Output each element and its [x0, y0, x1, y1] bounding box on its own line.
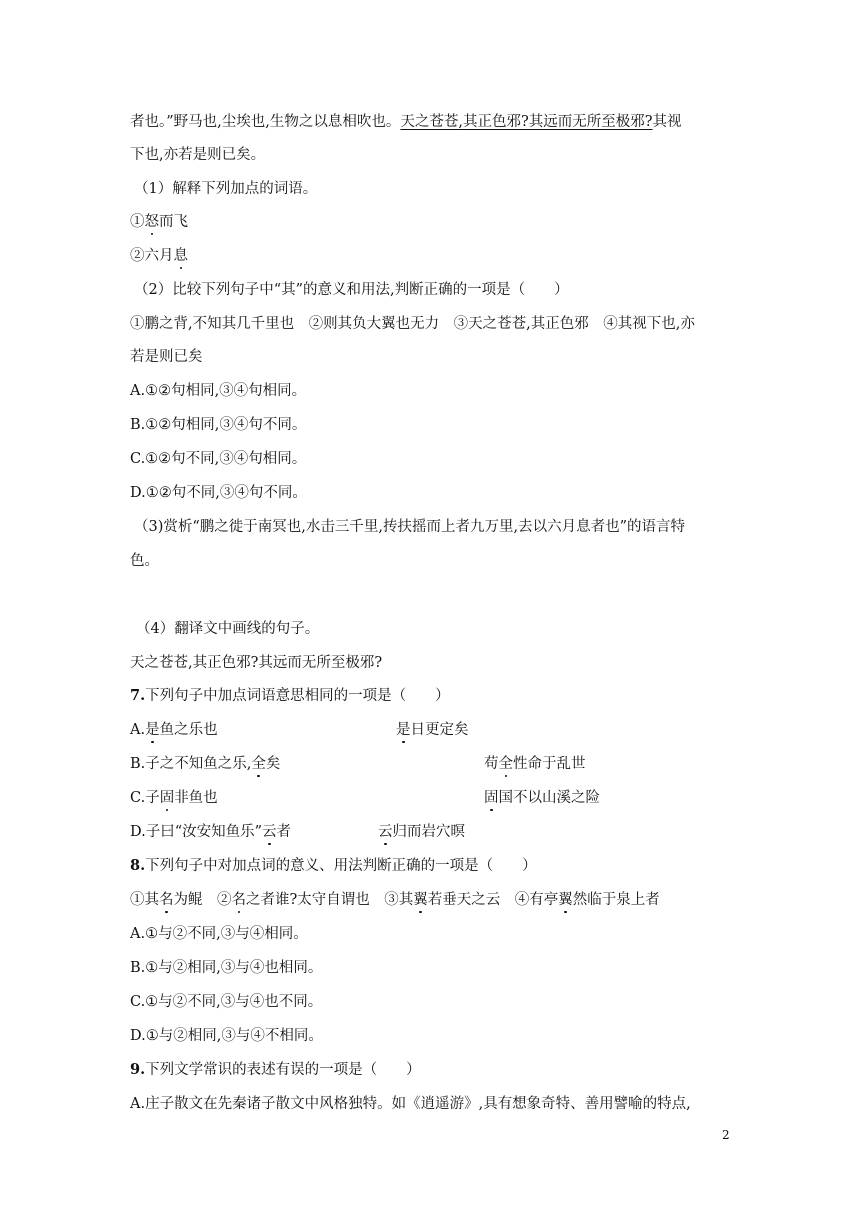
- q7-option-c: C.子固非鱼也 固国不以山溪之险: [130, 790, 600, 806]
- dotted-word: 名: [159, 892, 174, 908]
- q6-part4-sentence: 天之苍苍,其正色邪?其远而无所至极邪?: [130, 655, 383, 671]
- q8-option-d: D.①与②相同,③与④不相同。: [130, 1028, 323, 1044]
- q6-option-a: A.①②句相同,③④句相同。: [130, 383, 307, 399]
- passage-text: 者也。”野马也,尘埃也,生物之以息相吹也。: [130, 114, 401, 130]
- dotted-word: 息: [173, 248, 188, 264]
- passage-line-2: 下也,亦若是则已矣。: [130, 147, 266, 163]
- dotted-word: 是: [396, 722, 411, 738]
- passage-line-1: [130, 112, 750, 132]
- dotted-word: 是: [145, 722, 160, 738]
- q7-option-b: B.子之不知鱼之乐,全矣 苟全性命于乱世: [130, 756, 586, 772]
- q7-option-a: A.是鱼之乐也 是日更定矣: [130, 722, 469, 738]
- question-number: 7.: [130, 687, 146, 704]
- underlined-sentence: 天之苍苍,其正色邪?其远而无所至极邪?: [400, 114, 653, 130]
- q6-option-c: C.①②句不同,③④句相同。: [130, 451, 307, 467]
- dotted-word: 怒: [144, 214, 159, 230]
- q7-option-d-compare: 云归而岩穴暝: [378, 824, 465, 840]
- dotted-word: 固: [484, 790, 499, 806]
- q8-prompt: 8.下列句子中对加点词的意义、用法判断正确的一项是（ ）: [130, 857, 537, 874]
- q6-part3-line-1: （3)赏析“鹏之徙于南冥也,水击三千里,抟扶摇而上者九万里,去以六月息者也”的语言特: [134, 519, 686, 535]
- question-number: 9.: [130, 1061, 146, 1078]
- passage-text: 其视: [652, 114, 682, 130]
- q6-part1-item-1: ①怒而飞: [130, 214, 188, 230]
- dotted-word: 全: [251, 756, 266, 772]
- q6-part4-prompt: （4）翻译文中画线的句子。: [136, 621, 320, 637]
- q7-option-a-compare: 是日更定矣: [396, 722, 469, 738]
- dotted-word: 云: [378, 824, 393, 840]
- question-number: 8.: [130, 857, 146, 874]
- q9-option-a: A.庄子散文在先秦诸子散文中风格独特。如《逍遥游》,具有想象奇特、善用譬喻的特点,: [130, 1096, 691, 1112]
- dotted-word: 全: [498, 756, 513, 772]
- q8-items: ①其名为鲲 ②名之者谁?太守自谓也 ③其翼若垂天之云 ④有亭翼然临于泉上者: [130, 892, 660, 908]
- q8-option-b: B.①与②相同,③与④也相同。: [130, 960, 323, 976]
- q6-option-b: B.①②句相同,③④句不同。: [130, 417, 307, 433]
- q6-part2-prompt: （2）比较下列句子中“其”的意义和用法,判断正确的一项是（ ）: [134, 282, 569, 298]
- dotted-word: 云: [262, 824, 277, 840]
- page-number: 2: [722, 1128, 730, 1142]
- q6-part2-items-line-1: ①鹏之背,不知其几千里也 ②则其负大翼也无力 ③天之苍苍,其正色邪 ④其视下也,亦: [130, 316, 695, 332]
- dotted-word: 翼: [558, 892, 573, 908]
- q6-option-d: D.①②句不同,③④句不同。: [130, 485, 307, 501]
- q7-option-b-compare: 苟全性命于乱世: [484, 756, 586, 772]
- q6-part3-line-2: 色。: [130, 553, 159, 569]
- dotted-word: 固: [159, 790, 175, 806]
- q6-part1-prompt: （1）解释下列加点的词语。: [134, 181, 318, 197]
- dotted-word: 翼: [413, 892, 428, 908]
- q7-option-c-compare: 固国不以山溪之险: [484, 790, 600, 806]
- q9-prompt: 9.下列文学常识的表述有误的一项是（ ）: [130, 1061, 421, 1078]
- q7-prompt: 7.下列句子中加点词语意思相同的一项是（ ）: [130, 687, 450, 704]
- dotted-word: 名: [231, 892, 246, 908]
- q8-option-a: A.①与②不同,③与④相同。: [130, 926, 308, 942]
- q6-part2-items-line-2: 若是则已矣: [130, 349, 203, 365]
- q6-part1-item-2: ②六月息: [130, 248, 188, 264]
- q7-option-d: D.子曰“汝安知鱼乐”云者 云归而岩穴暝: [130, 824, 465, 840]
- q8-option-c: C.①与②不同,③与④也不同。: [130, 994, 323, 1010]
